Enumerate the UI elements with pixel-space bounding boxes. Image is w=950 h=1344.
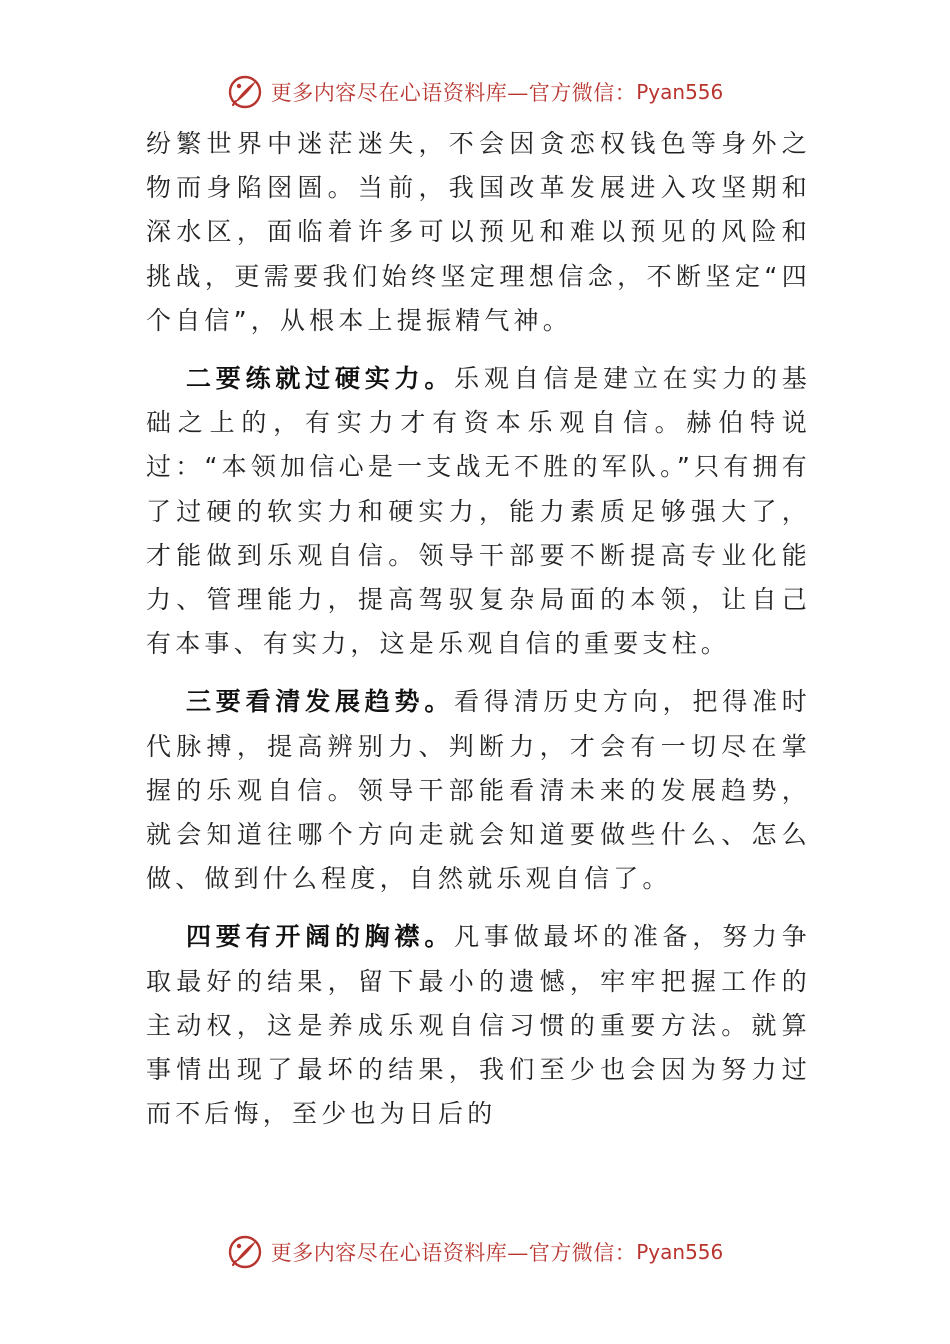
banner-wechat-id: Pyan556 [636, 80, 724, 104]
paragraph-3-text: 看得清历史方向，把得准时代脉搏，提高辨别力、判断力，才会有一切尽在掌握的乐观自信。领导干部能看清未来的发展趋势，就会知道往哪个方向走就会知道要做些什么、怎么做、做到什么程度，自然就乐观自信了。 [146, 687, 811, 894]
footer-banner [0, 1230, 950, 1274]
footer-banner-text: 更多内容尽在心语资料库—官方微信： [270, 1241, 637, 1265]
quill-logo-icon [227, 74, 263, 110]
paragraph-2-text: 乐观自信是建立在实力的基础之上的，有实力才有资本乐观自信。赫伯特说过：“本领加信心是一支战无不胜的军队。”只有拥有了过硬的软实力和硬实力，能力素质足够强大了，才能做到乐观自信。领导干部要不断提高专业化能力、管理能力，提高驾驭复杂局面的本领，让自己有本事、有实力，这是乐观自信的重要支柱。 [146, 364, 811, 659]
paragraph-1 [146, 122, 811, 343]
footer-banner-wechat-id: Pyan556 [636, 1240, 724, 1264]
paragraph-4-text: 凡事做最坏的准备，努力争取最好的结果，留下最小的遗憾，牢牢把握工作的主动权，这是养成乐观自信习惯的重要方法。就算事情出现了最坏的结果，我们至少也会因为努力过而不后悔，至少也为日后的 [146, 922, 811, 1129]
document-body [146, 122, 811, 1136]
paragraph-4-heading: 四要有开阔的胸襟。 [186, 922, 455, 952]
quill-logo-icon [227, 1234, 263, 1270]
header-banner [0, 70, 950, 114]
paragraph-3-heading: 三要看清发展趋势。 [186, 687, 455, 717]
paragraph-2 [146, 357, 811, 666]
paragraph-1-text: 纷繁世界中迷茫迷失，不会因贪恋权钱色等身外之物而身陷囹圄。当前，我国改革发展进入攻坚期和深水区，面临着许多可以预见和难以预见的风险和挑战，更需要我们始终坚定理想信念，不断坚定“四个自信”，从根本上提振精气神。 [146, 129, 811, 335]
paragraph-4 [146, 915, 811, 1136]
banner-text: 更多内容尽在心语资料库—官方微信： [270, 81, 637, 105]
paragraph-2-heading: 二要练就过硬实力。 [186, 364, 455, 394]
paragraph-3 [146, 680, 811, 901]
